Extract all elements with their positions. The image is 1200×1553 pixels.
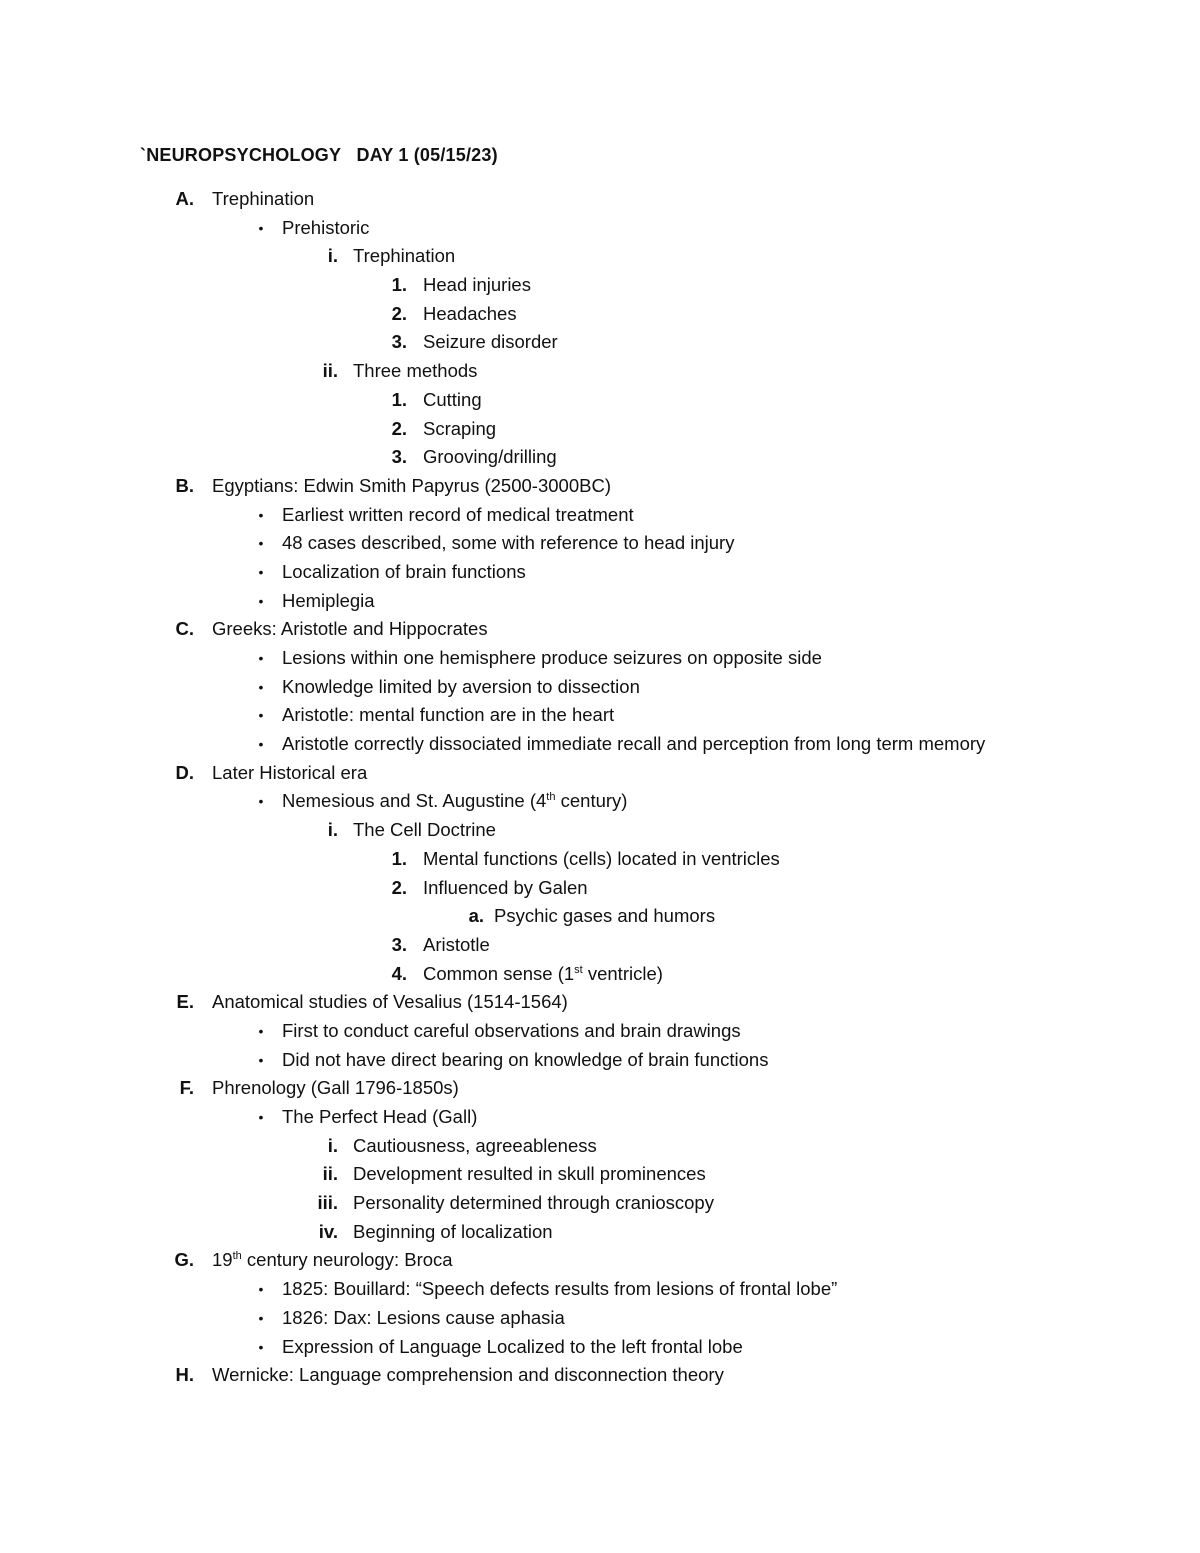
outline-item-text: [282, 1103, 477, 1132]
outline-item-text: [423, 415, 496, 444]
outline-item-text: [353, 816, 496, 845]
list-marker: D.: [175, 761, 194, 783]
item-text: Trephination: [353, 245, 456, 267]
outline-list: [0, 185, 1200, 1390]
outline-item: [0, 1074, 1200, 1103]
outline-item: [0, 1333, 1200, 1362]
item-text: Wernicke: Language comprehension and disconnection theory: [212, 1364, 724, 1386]
item-text-continued: ventricle): [582, 962, 663, 984]
outline-item-text: [282, 1046, 768, 1075]
item-text: 1826: Dax: Lesions cause aphasia: [282, 1306, 565, 1328]
list-marker: H.: [175, 1364, 194, 1386]
outline-item-text: [353, 1160, 706, 1189]
outline-item: [0, 1275, 1200, 1304]
outline-item: [0, 1132, 1200, 1161]
outline-item-text: [353, 357, 477, 386]
outline-item-text: [282, 701, 614, 730]
outline-item-text: [282, 787, 627, 816]
item-text: Beginning of localization: [353, 1220, 553, 1242]
outline-item: [0, 472, 1200, 501]
outline-item-text: [353, 1189, 714, 1218]
bullet-marker: •: [258, 793, 264, 810]
item-text: Earliest written record of medical treatment: [282, 503, 634, 525]
bullet-marker: •: [258, 535, 264, 552]
list-marker: 2.: [391, 302, 407, 324]
outline-item-text: [282, 1275, 837, 1304]
outline-item: [0, 443, 1200, 472]
outline-item-text: [282, 558, 526, 587]
list-marker: C.: [175, 618, 194, 640]
outline-item-text: [423, 960, 663, 989]
list-marker: ii.: [322, 360, 338, 382]
outline-item-text: [282, 730, 985, 759]
outline-item: [0, 271, 1200, 300]
item-text: Egyptians: Edwin Smith Papyrus (2500-3000BC): [212, 474, 611, 496]
item-text: Headaches: [423, 302, 517, 324]
item-text: Did not have direct bearing on knowledge of brain functions: [282, 1048, 769, 1070]
outline-item-text: [212, 185, 314, 214]
list-marker: 1.: [391, 274, 407, 296]
list-marker: 3.: [391, 446, 407, 468]
item-text: Grooving/drilling: [423, 446, 557, 468]
outline-item: [0, 1046, 1200, 1075]
bullet-marker: •: [258, 219, 264, 236]
list-marker: 3.: [391, 331, 407, 353]
list-marker: 3.: [391, 933, 407, 955]
outline-item-text: [282, 673, 640, 702]
list-marker: ii.: [322, 1163, 338, 1185]
outline-item-text: [212, 759, 367, 788]
bullet-marker: •: [258, 1022, 264, 1039]
superscript: th: [232, 1250, 242, 1263]
item-text: The Cell Doctrine: [353, 819, 496, 841]
outline-item-text: [282, 1017, 741, 1046]
outline-item-text: [282, 529, 734, 558]
item-text: The Perfect Head (Gall): [282, 1106, 478, 1127]
outline-item-text: [423, 931, 490, 960]
outline-item: [0, 816, 1200, 845]
outline-item: [0, 1017, 1200, 1046]
item-text: Localization of brain functions: [282, 560, 526, 582]
outline-item: [0, 673, 1200, 702]
item-text: Nemesious and St. Augustine (4: [282, 790, 547, 812]
item-text: Lesions within one hemisphere produce seizures on opposite side: [282, 647, 822, 668]
outline-item-text: [282, 587, 375, 616]
item-text: Aristotle correctly dissociated immediate recall and perception from long term memory: [282, 733, 986, 755]
outline-item: [0, 386, 1200, 415]
item-text: 48 cases described, some with reference to head injury: [282, 532, 735, 554]
outline-item-text: [353, 242, 455, 271]
item-text: Knowledge limited by aversion to dissection: [282, 675, 640, 697]
outline-item: [0, 300, 1200, 329]
item-text: Greeks: Aristotle and Hippocrates: [212, 618, 488, 640]
item-text: Cautiousness, agreeableness: [353, 1134, 597, 1156]
outline-item: [0, 529, 1200, 558]
outline-item: [0, 1103, 1200, 1132]
item-text: Phrenology (Gall 1796-1850s): [212, 1077, 459, 1099]
bullet-marker: •: [258, 707, 264, 724]
outline-item: [0, 730, 1200, 759]
outline-item-text: [212, 1361, 724, 1390]
bullet-marker: •: [258, 563, 264, 580]
bullet-marker: •: [258, 506, 264, 523]
outline-item-text: [282, 501, 634, 530]
item-text: Head injuries: [423, 274, 531, 296]
item-text: Influenced by Galen: [423, 876, 588, 898]
bullet-marker: •: [258, 736, 264, 753]
outline-item-text: [212, 988, 568, 1017]
item-text: First to conduct careful observations and brain drawings: [282, 1019, 741, 1041]
outline-item: [0, 1160, 1200, 1189]
outline-item-text: [494, 902, 715, 931]
outline-item-text: [423, 271, 531, 300]
item-text: Trephination: [212, 188, 315, 209]
list-marker: 1.: [391, 388, 407, 410]
outline-item-text: [423, 386, 482, 415]
bullet-marker: •: [258, 592, 264, 609]
item-text: Psychic gases and humors: [494, 905, 716, 927]
list-marker: A.: [175, 188, 194, 209]
outline-item: [0, 1304, 1200, 1333]
outline-item-text: [423, 874, 588, 903]
item-text: Expression of Language Localized to the left frontal lobe: [282, 1335, 743, 1357]
outline-item: [0, 902, 1200, 931]
outline-item-text: [282, 1304, 565, 1333]
item-text: Mental functions (cells) located in ventricles: [423, 847, 780, 869]
superscript: th: [546, 791, 556, 804]
outline-item-text: [212, 1074, 459, 1103]
outline-item: [0, 558, 1200, 587]
item-text: Hemiplegia: [282, 589, 375, 611]
item-text: Cutting: [423, 388, 482, 410]
outline-item-text: [282, 1333, 743, 1362]
item-text: Aristotle: [423, 933, 490, 955]
outline-item-text: [423, 300, 517, 329]
list-marker: 2.: [391, 417, 407, 439]
list-marker: iv.: [318, 1220, 338, 1242]
outline-item-text: [212, 472, 611, 501]
list-marker: 4.: [391, 962, 407, 984]
outline-item: [0, 644, 1200, 673]
outline-item: [0, 1246, 1200, 1275]
outline-item: [0, 845, 1200, 874]
item-text: Prehistoric: [282, 216, 370, 238]
list-marker: B.: [175, 474, 194, 496]
item-text: Seizure disorder: [423, 331, 558, 353]
list-marker: E.: [176, 991, 194, 1013]
outline-item-text: [212, 1246, 453, 1275]
list-marker: 2.: [391, 876, 407, 898]
item-text: Aristotle: mental function are in the heart: [282, 704, 615, 726]
outline-item: [0, 587, 1200, 616]
bullet-marker: •: [258, 1051, 264, 1068]
bullet-marker: •: [258, 678, 264, 695]
list-marker: i.: [327, 1134, 338, 1156]
item-text: Personality determined through cranioscopy: [353, 1192, 714, 1214]
item-text: Anatomical studies of Vesalius (1514-1564): [212, 991, 568, 1013]
item-text: Later Historical era: [212, 761, 368, 783]
list-marker: a.: [468, 905, 484, 927]
list-marker: i.: [327, 819, 338, 841]
bullet-marker: •: [258, 1109, 264, 1125]
outline-item-text: [353, 1218, 553, 1247]
list-marker: G.: [174, 1249, 194, 1271]
outline-item: [0, 759, 1200, 788]
page-title: `NEUROPSYCHOLOGY DAY 1 (05/15/23): [140, 145, 498, 165]
item-text: Scraping: [423, 417, 497, 439]
superscript: st: [574, 963, 583, 976]
item-text: Three methods: [353, 360, 478, 382]
outline-item: [0, 988, 1200, 1017]
list-marker: F.: [179, 1077, 194, 1099]
outline-item: [0, 1218, 1200, 1247]
outline-item-text: [423, 845, 780, 874]
outline-item: [0, 874, 1200, 903]
outline-item-text: [423, 443, 557, 472]
bullet-marker: •: [258, 1281, 264, 1298]
outline-item: [0, 1189, 1200, 1218]
item-text-continued: century neurology: Broca: [241, 1249, 453, 1271]
outline-item-text: [423, 328, 558, 357]
outline-item: [0, 214, 1200, 243]
outline-item-text: [212, 615, 488, 644]
bullet-marker: •: [258, 1309, 264, 1326]
outline-item: [0, 357, 1200, 386]
outline-item: [0, 328, 1200, 357]
outline-item: [0, 185, 1200, 214]
outline-item: [0, 615, 1200, 644]
item-text: Development resulted in skull prominences: [353, 1163, 706, 1185]
outline-item: [0, 415, 1200, 444]
outline-item: [0, 931, 1200, 960]
bullet-marker: •: [258, 650, 264, 666]
outline-item: [0, 787, 1200, 816]
outline-item-text: [282, 214, 369, 243]
list-marker: iii.: [317, 1192, 338, 1214]
outline-item: [0, 242, 1200, 271]
outline-item-text: [353, 1132, 597, 1161]
item-text: Common sense (1: [423, 962, 575, 984]
outline-item: [0, 701, 1200, 730]
outline-item: [0, 501, 1200, 530]
outline-item: [0, 1361, 1200, 1390]
outline-item: [0, 960, 1200, 989]
item-text: 19: [212, 1249, 233, 1271]
list-marker: i.: [327, 245, 338, 267]
outline-item-text: [282, 644, 822, 673]
item-text: 1825: Bouillard: “Speech defects results from lesions of frontal lobe”: [282, 1278, 838, 1300]
item-text-continued: century): [555, 790, 628, 812]
list-marker: 1.: [391, 847, 407, 869]
bullet-marker: •: [258, 1338, 264, 1355]
